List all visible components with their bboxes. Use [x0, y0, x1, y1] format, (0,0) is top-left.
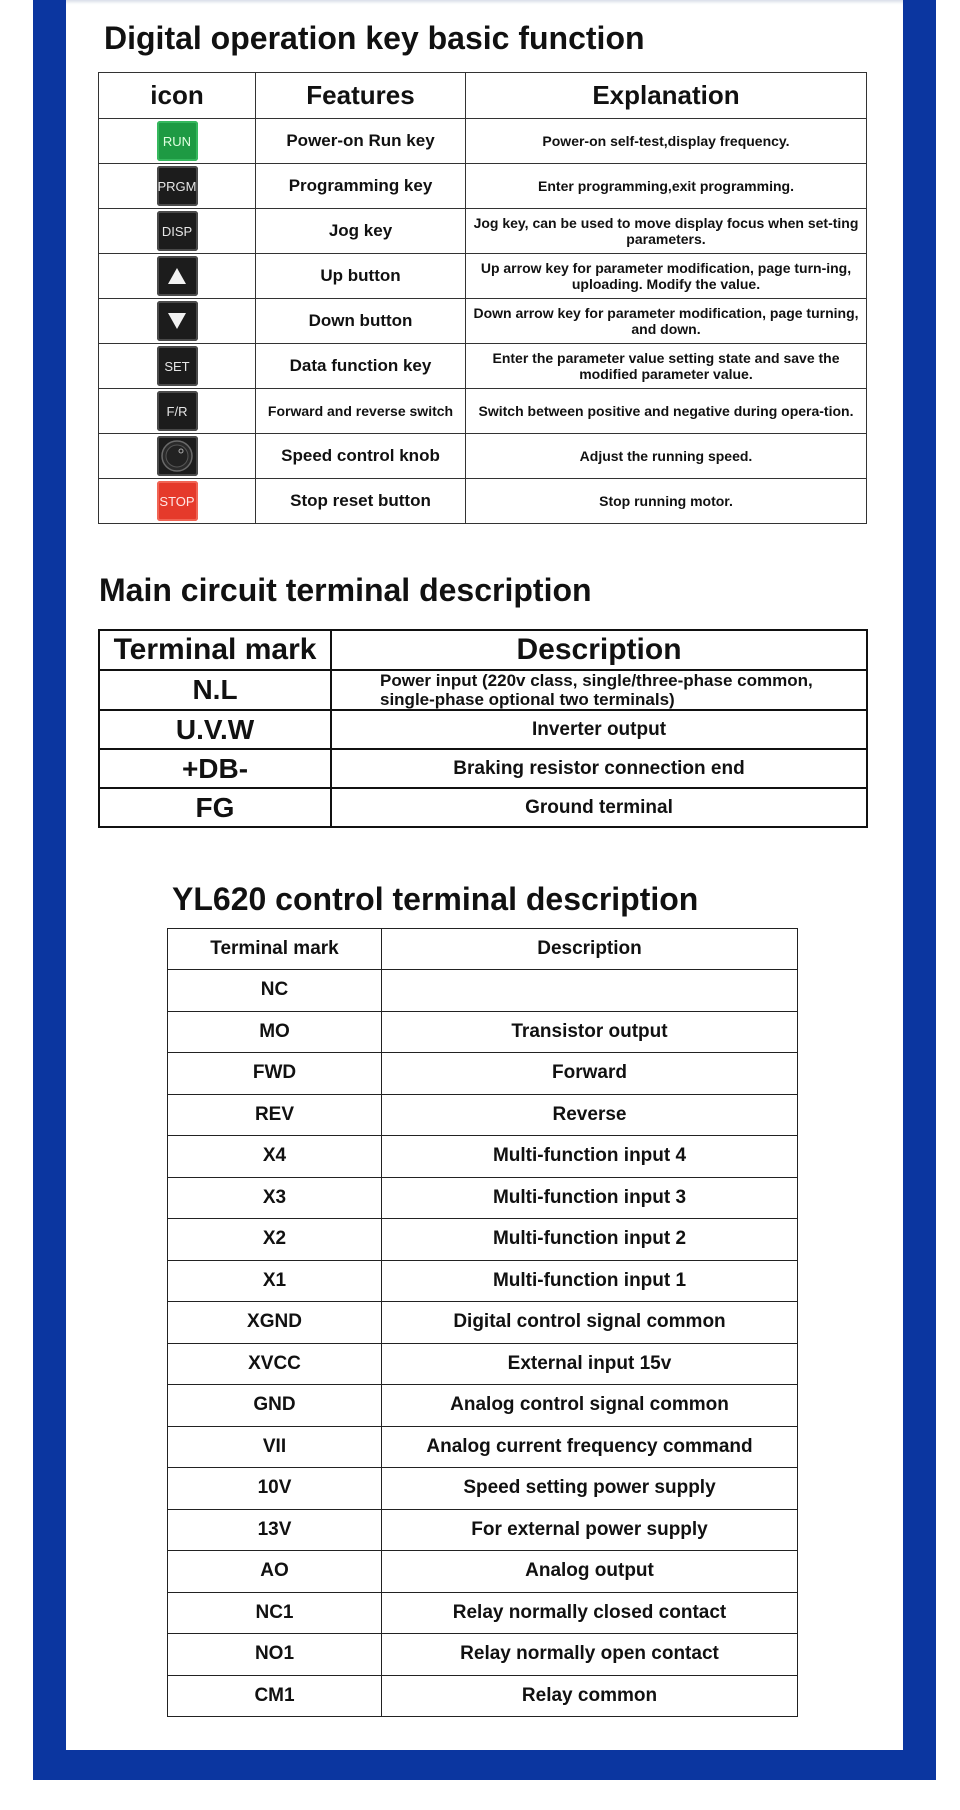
description-cell: Analog output [382, 1551, 798, 1593]
description-cell: Relay common [382, 1675, 798, 1717]
description-cell: Forward [382, 1053, 798, 1095]
prgm-key-icon: PRGM [157, 166, 198, 206]
table-row [168, 1177, 798, 1219]
description-cell: External input 15v [382, 1343, 798, 1385]
table-row [99, 749, 867, 788]
terminal-mark-cell: FG [99, 788, 331, 827]
feature-cell: Stop reset button [256, 479, 466, 524]
set-key-icon: SET [157, 346, 198, 386]
speed-knob-icon [157, 436, 198, 476]
table-row [168, 1219, 798, 1261]
table-row [168, 1551, 798, 1593]
table-row [99, 344, 867, 389]
table-header-row [99, 73, 867, 119]
table-row [168, 1260, 798, 1302]
table-row [99, 209, 867, 254]
feature-cell: Power-on Run key [256, 119, 466, 164]
terminal-mark-cell: NO1 [168, 1634, 382, 1676]
description-cell: Relay normally closed contact [382, 1592, 798, 1634]
terminal-mark-cell: MO [168, 1011, 382, 1053]
explanation-cell: Power-on self-test,display frequency. [466, 119, 867, 164]
terminal-mark-cell: X2 [168, 1219, 382, 1261]
terminal-mark-cell: 10V [168, 1468, 382, 1510]
icon-cell [99, 344, 256, 389]
run-key-icon: RUN [157, 121, 198, 161]
description-cell: Inverter output [331, 710, 867, 749]
col-header-features: Features [256, 73, 466, 119]
table-row [168, 1053, 798, 1095]
icon-cell [99, 434, 256, 479]
control-terminal-title: YL620 control terminal description [172, 881, 699, 917]
table-row [168, 1385, 798, 1427]
table-row [168, 1509, 798, 1551]
col-header-terminal-mark: Terminal mark [99, 630, 331, 670]
description-cell: Multi-function input 3 [382, 1177, 798, 1219]
table-row [168, 1426, 798, 1468]
table-row [99, 670, 867, 710]
description-cell: Speed setting power supply [382, 1468, 798, 1510]
up-arrow-key-icon [157, 256, 198, 296]
table-row [168, 1302, 798, 1344]
table-row [168, 1634, 798, 1676]
feature-cell: Data function key [256, 344, 466, 389]
feature-cell: Down button [256, 299, 466, 344]
table-header-row [168, 929, 798, 970]
table-row [99, 434, 867, 479]
description-cell: Braking resistor connection end [331, 749, 867, 788]
table-row [99, 710, 867, 749]
description-cell: Analog current frequency command [382, 1426, 798, 1468]
icon-cell [99, 479, 256, 524]
description-cell: For external power supply [382, 1509, 798, 1551]
icon-cell [99, 164, 256, 209]
digital-keys-title: Digital operation key basic function [104, 20, 645, 56]
col-header-description: Description [331, 630, 867, 670]
control-terminal-table [167, 928, 798, 1717]
description-cell: Transistor output [382, 1011, 798, 1053]
description-cell: Multi-function input 4 [382, 1136, 798, 1178]
description-cell: Multi-function input 2 [382, 1219, 798, 1261]
explanation-cell: Up arrow key for parameter modification, page turn-ing, uploading. Modify the value. [466, 254, 867, 299]
terminal-mark-cell: X4 [168, 1136, 382, 1178]
terminal-mark-cell: REV [168, 1094, 382, 1136]
description-cell: Reverse [382, 1094, 798, 1136]
description-cell: Power input (220v class, single/three-phase common, single-phase optional two terminals) [331, 670, 867, 710]
explanation-cell: Enter programming,exit programming. [466, 164, 867, 209]
table-row [168, 1136, 798, 1178]
digital-keys-table [98, 72, 867, 524]
terminal-mark-cell: X1 [168, 1260, 382, 1302]
description-cell: Ground terminal [331, 788, 867, 827]
terminal-mark-cell: N.L [99, 670, 331, 710]
terminal-mark-cell: VII [168, 1426, 382, 1468]
icon-cell [99, 119, 256, 164]
terminal-mark-cell: CM1 [168, 1675, 382, 1717]
icon-cell [99, 389, 256, 434]
col-header-explanation: Explanation [466, 73, 867, 119]
description-cell [382, 970, 798, 1012]
description-cell: Relay normally open contact [382, 1634, 798, 1676]
explanation-cell: Stop running motor. [466, 479, 867, 524]
table-row [168, 1675, 798, 1717]
description-cell: Multi-function input 1 [382, 1260, 798, 1302]
fr-key-icon: F/R [157, 391, 198, 431]
terminal-mark-cell: XGND [168, 1302, 382, 1344]
col-header-description: Description [382, 929, 798, 970]
terminal-mark-cell: FWD [168, 1053, 382, 1095]
terminal-mark-cell: +DB- [99, 749, 331, 788]
table-header-row [99, 630, 867, 670]
explanation-cell: Enter the parameter value setting state and save the modified parameter value. [466, 344, 867, 389]
feature-cell: Forward and reverse switch [256, 389, 466, 434]
terminal-mark-cell: NC1 [168, 1592, 382, 1634]
icon-cell [99, 254, 256, 299]
feature-cell: Speed control knob [256, 434, 466, 479]
table-row [168, 1592, 798, 1634]
table-row [99, 479, 867, 524]
terminal-mark-cell: X3 [168, 1177, 382, 1219]
terminal-mark-cell: AO [168, 1551, 382, 1593]
feature-cell: Jog key [256, 209, 466, 254]
main-circuit-table [98, 629, 868, 828]
col-header-terminal-mark: Terminal mark [168, 929, 382, 970]
col-header-icon: icon [99, 73, 256, 119]
explanation-cell: Adjust the running speed. [466, 434, 867, 479]
down-arrow-key-icon [157, 301, 198, 341]
icon-cell [99, 299, 256, 344]
terminal-mark-cell: U.V.W [99, 710, 331, 749]
terminal-mark-cell: XVCC [168, 1343, 382, 1385]
explanation-cell: Switch between positive and negative during opera-tion. [466, 389, 867, 434]
description-cell: Digital control signal common [382, 1302, 798, 1344]
table-row [99, 788, 867, 827]
explanation-cell: Down arrow key for parameter modification, page turning, and down. [466, 299, 867, 344]
icon-cell [99, 209, 256, 254]
feature-cell: Up button [256, 254, 466, 299]
explanation-cell: Jog key, can be used to move display focus when set-ting parameters. [466, 209, 867, 254]
feature-cell: Programming key [256, 164, 466, 209]
table-row [168, 1011, 798, 1053]
main-circuit-title: Main circuit terminal description [99, 572, 592, 608]
description-cell: Analog control signal common [382, 1385, 798, 1427]
table-row [168, 1343, 798, 1385]
terminal-mark-cell: 13V [168, 1509, 382, 1551]
table-row [168, 1468, 798, 1510]
table-row [99, 299, 867, 344]
table-row [99, 254, 867, 299]
disp-key-icon: DISP [157, 211, 198, 251]
stop-key-icon: STOP [157, 481, 198, 521]
terminal-mark-cell: NC [168, 970, 382, 1012]
table-row [168, 1094, 798, 1136]
table-row [168, 970, 798, 1012]
table-row [99, 119, 867, 164]
terminal-mark-cell: GND [168, 1385, 382, 1427]
table-row [99, 389, 867, 434]
table-row [99, 164, 867, 209]
